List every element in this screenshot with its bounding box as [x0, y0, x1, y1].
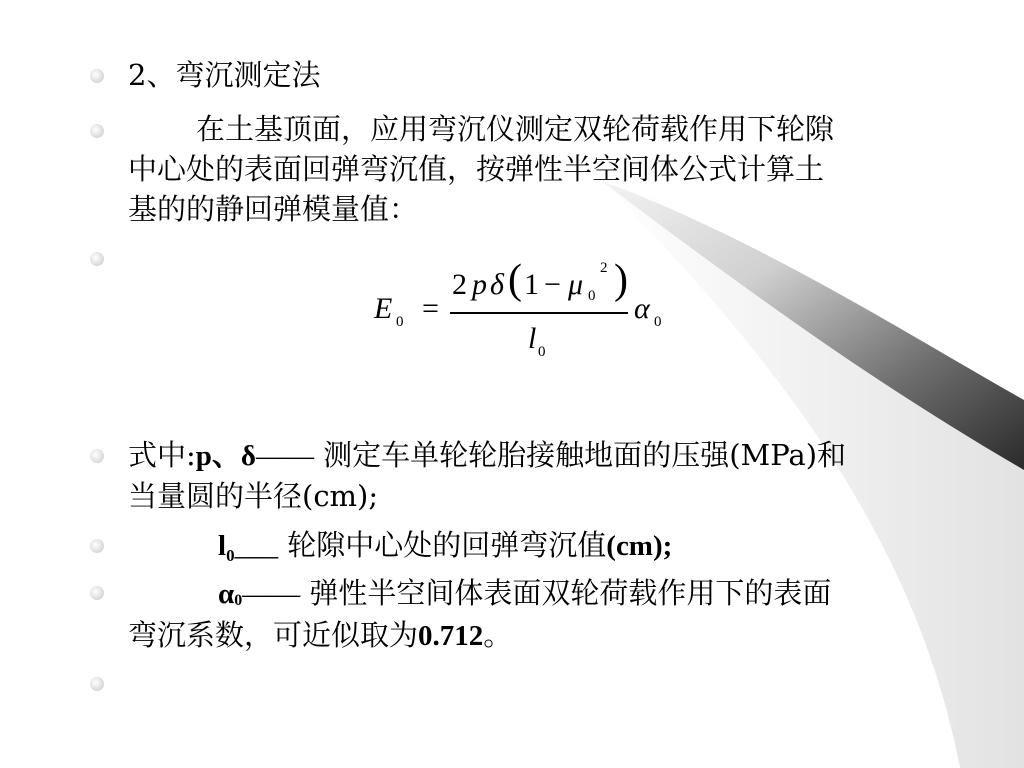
definition-1-line-1: [128, 434, 846, 477]
definition-3-text-2: 弯沉系数，可近似取为: [128, 618, 419, 652]
modulus-formula: [372, 250, 672, 370]
paragraph-line-2: 中心处的表面回弹弯沉值，按弹性半空间体公式计算土: [128, 152, 825, 186]
bullet-icon: [90, 124, 104, 138]
bullet-icon: [90, 252, 104, 266]
definition-1-vars: p、δ: [195, 440, 256, 472]
fraction-bar: [450, 312, 628, 314]
definition-3-dash: ——: [242, 578, 301, 610]
definition-prefix: 式中:: [128, 438, 196, 472]
denominator-l: l: [528, 322, 537, 355]
bullet-icon: [90, 69, 104, 83]
bullet-icon: [90, 539, 104, 553]
definition-1-text: 测定车单轮轮胎接触地面的压强(MPa)和: [313, 438, 847, 472]
numerator-mu-sup: 2: [600, 260, 608, 276]
definition-2-text: 轮隙中心处的回弹弯沉值: [278, 528, 607, 562]
numerator-coef: 2: [452, 268, 467, 301]
paragraph-line-1: 在土基顶面，应用弯沉仪测定双轮荷载作用下轮隙: [196, 112, 835, 146]
definition-2: [218, 524, 672, 577]
definition-2-var: l: [218, 530, 227, 562]
numerator-mu: μ: [568, 268, 584, 301]
denominator-sub: 0: [538, 344, 546, 360]
numerator-p: p: [472, 268, 487, 301]
bullet-icon: [90, 677, 104, 691]
numerator-mu-sub: 0: [588, 288, 596, 304]
paragraph-line-3: 基的的静回弹模量值：: [128, 192, 419, 226]
formula-alpha: α: [634, 292, 650, 325]
definition-2-var-sub: 0: [226, 546, 235, 565]
numerator-one: 1: [524, 268, 539, 301]
numerator-delta: δ: [490, 268, 504, 301]
formula-alpha-sub: 0: [654, 314, 662, 330]
definition-1-line-2: 当量圆的半径(cm);: [128, 479, 379, 513]
bullet-icon: [90, 586, 104, 600]
paren-close: ): [614, 257, 628, 303]
definition-3-text: 弹性半空间体表面双轮荷载作用下的表面: [300, 576, 832, 610]
formula-equals: =: [422, 292, 439, 325]
coefficient-value: 0.712: [418, 620, 484, 652]
definition-3-line-2: [128, 614, 512, 657]
formula-lhs-sub: 0: [396, 314, 404, 330]
numerator-minus: −: [544, 268, 561, 301]
bullet-icon: [90, 449, 104, 463]
definition-3-var: α: [218, 578, 235, 610]
paren-open: (: [508, 257, 522, 303]
definition-1-dash: ——: [255, 440, 314, 472]
definition-2-dash: ___: [234, 530, 279, 562]
formula-lhs: E: [374, 292, 393, 325]
definition-2-unit: (cm);: [606, 530, 673, 562]
definition-3-end: 。: [483, 618, 513, 652]
section-heading: 2、弯沉测定法: [128, 58, 321, 92]
definition-3-var-sub: 0: [234, 592, 243, 609]
